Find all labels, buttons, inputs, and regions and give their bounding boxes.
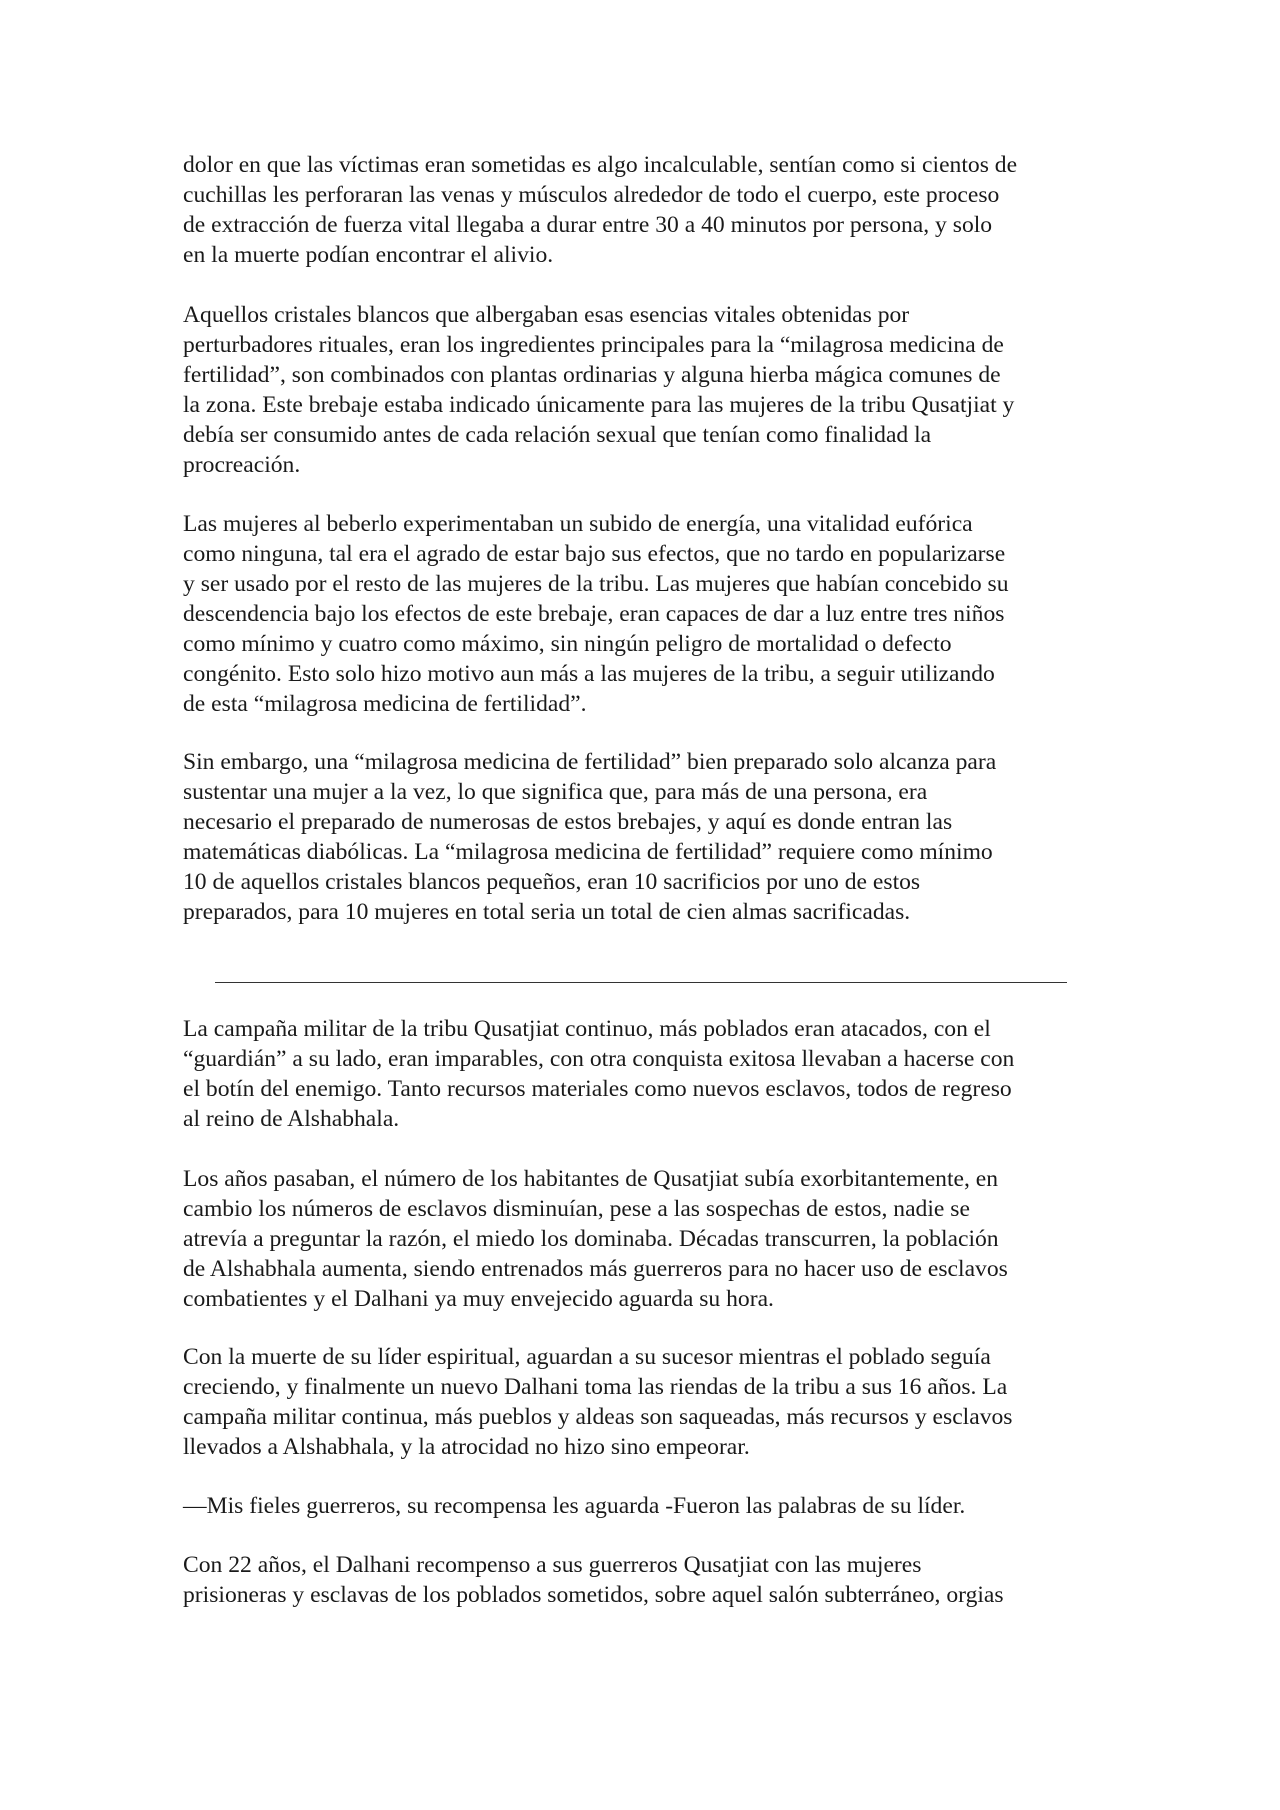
paragraph: Las mujeres al beberlo experimentaban un subido de energía, una vitalidad eufórica como ninguna, tal era el agrado de estar bajo sus efectos, que no tardo en popularizarse y ser usado por el resto de las mujeres de la tribu. Las mujeres que habían concebido su descendencia bajo los efectos de este brebaje, eran capaces de dar a luz entre tres niños como mínimo y cuatro como máximo, sin ningún peligro de mortalidad o defecto congénito. Esto solo hizo motivo aun más a las mujeres de la tribu, a seguir utilizando de esta “milagrosa medicina de fertilidad”. [183, 511, 1009, 717]
paragraph: Con 22 años, el Dalhani recompenso a sus guerreros Qusatjiat con las mujeres prisioneras y esclavas de los poblados sometidos, sobre aquel salón subterráneo, orgias [183, 1552, 1004, 1608]
paragraph: La campaña militar de la tribu Qusatjiat continuo, más poblados eran atacados, con el “guardián” a su lado, eran imparables, con otra conquista exitosa llevaban a hacerse con el botín del enemigo. Tanto recursos materiales como nuevos esclavos, todos de regreso al reino de Alshabhala. [183, 1016, 1015, 1132]
paragraph: Sin embargo, una “milagrosa medicina de fertilidad” bien preparado solo alcanza para sustentar una mujer a la vez, lo que significa que, para más de una persona, era necesario el preparado de numerosas de estos brebajes, y aquí es donde entran las matemáticas diabólicas. La “milagrosa medicina de fertilidad” requiere como mínimo 10 de aquellos cristales blancos pequeños, eran 10 sacrificios por uno de estos preparados, para 10 mujeres en total seria un total de cien almas sacrificadas. [183, 749, 997, 925]
paragraph: Con la muerte de su líder espiritual, aguardan a su sucesor mientras el poblado seguía creciendo, y finalmente un nuevo Dalhani toma las riendas de la tribu a sus 16 años. La campaña militar continua, más pueblos y aldeas son saqueadas, más recursos y esclavos llevados a Alshabhala, y la atrocidad no hizo sino empeorar. [183, 1344, 1013, 1460]
paragraph: dolor en que las víctimas eran sometidas es algo incalculable, sentían como si cientos de cuchillas les perforaran las venas y músculos alrededor de todo el cuerpo, este proceso de extracción de fuerza vital llegaba a durar entre 30 a 40 minutos por persona, y solo en la muerte podían encontrar el alivio. [183, 152, 1018, 268]
paragraph: Aquellos cristales blancos que albergaban esas esencias vitales obtenidas por perturbadores rituales, eran los ingredientes principales para la “milagrosa medicina de fertilidad”, son combinados con plantas ordinarias y alguna hierba mágica comunes de la zona. Este brebaje estaba indicado únicamente para las mujeres de la tribu Qusatjiat y debía ser consumido antes de cada relación sexual que tenían como finalidad la procreación. [183, 302, 1015, 478]
paragraph: Los años pasaban, el número de los habitantes de Qusatjiat subía exorbitantemente, en cambio los números de esclavos disminuían, pese a las sospechas de estos, nadie se atrevía a preguntar la razón, el miedo los dominaba. Décadas transcurren, la población de Alshabhala aumenta, siendo entrenados más guerreros para no hacer uso de esclavos combatientes y el Dalhani ya muy envejecido aguarda su hora. [183, 1166, 1008, 1312]
dialogue-line: —Mis fieles guerreros, su recompensa les aguarda -Fueron las palabras de su líder. [183, 1493, 966, 1519]
section-divider [215, 982, 1067, 983]
